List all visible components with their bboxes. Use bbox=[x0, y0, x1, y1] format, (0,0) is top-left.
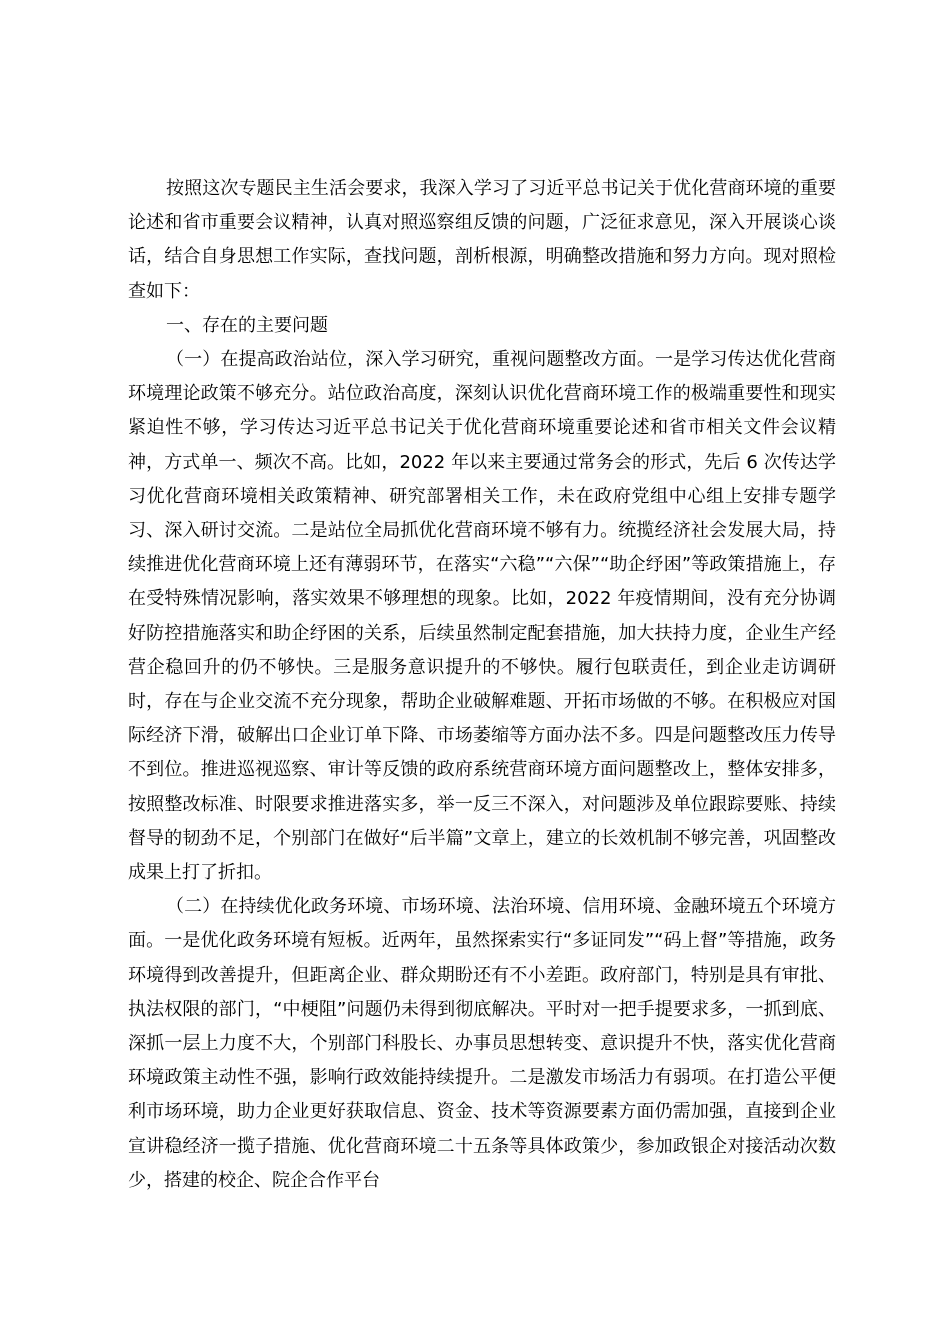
paragraph-1: （一）在提高政治站位，深入学习研究，重视问题整改方面。一是学习传达优化营商环境理论政策不够充分。站位政治高度，深刻认识优化营商环境工作的极端重要性和现实紧迫性不够，学习传达习近平总书记关于优化营商环境重要论述和省市相关文件会议精神，方式单一、频次不高。比如，2022 年以来主要通过常务会的形式，先后 6 次传达学习优化营商环境相关政策精神、研究部署相关工作，未在政府党组中心组上安排专题学习、深入研讨交流。二是站位全局抓优化营商环境不够有力。统揽经济社会发展大局，持续推进优化营商环境上还有薄弱环节，在落实“六稳”“六保”“助企纾困”等政策措施上，存在受特殊情况影响，落实效果不够理想的现象。比如，2022 年疫情期间，没有充分协调好防控措施落实和助企纾困的关系，后续虽然制定配套措施，加大扶持力度，企业生产经营企稳回升的仍不够快。三是服务意识提升的不够快。履行包联责任，到企业走访调研时，存在与企业交流不充分现象，帮助企业破解难题、开拓市场做的不够。在积极应对国际经济下滑，破解出口企业订单下降、市场萎缩等方面办法不多。四是问题整改压力传导不到位。推进巡视巡察、审计等反馈的政府系统营商环境方面问题整改上，整体安排多，按照整改标准、时限要求推进落实多，举一反三不深入，对问题涉及单位跟踪要账、持续督导的韧劲不足，个别部门在做好“后半篇”文章上，建立的长效机制不够完善，巩固整改成果上打了折扣。 bbox=[128, 349, 836, 884]
intro-paragraph: 按照这次专题民主生活会要求，我深入学习了习近平总书记关于优化营商环境的重要论述和省市重要会议精神，认真对照巡察组反馈的问题，广泛征求意见，深入开展谈心谈话，结合自身思想工作实际，查找问题，剖析根源，明确整改措施和努力方向。现对照检查如下： bbox=[128, 178, 836, 302]
paragraph-2: （二）在持续优化政务环境、市场环境、法治环境、信用环境、金融环境五个环境方面。一是优化政务环境有短板。近两年，虽然探索实行“多证同发”“码上督”等措施，政务环境得到改善提升，但距离企业、群众期盼还有不小差距。政府部门，特别是具有审批、执法权限的部门，“中梗阻”问题仍未得到彻底解决。平时对一把手提要求多，一抓到底、深抓一层上力度不大，个别部门科股长、办事员思想转变、意识提升不快，落实优化营商环境政策主动性不强，影响行政效能持续提升。二是激发市场活力有弱项。在打造公平便利市场环境，助力企业更好获取信息、资金、技术等资源要素方面仍需加强，直接到企业宣讲稳经济一揽子措施、优化营商环境二十五条等具体政策少，参加政银企对接活动次数少，搭建的校企、院企合作平台 bbox=[128, 896, 836, 1191]
section-heading: 一、存在的主要问题 bbox=[166, 314, 328, 336]
document-body bbox=[128, 172, 836, 1198]
